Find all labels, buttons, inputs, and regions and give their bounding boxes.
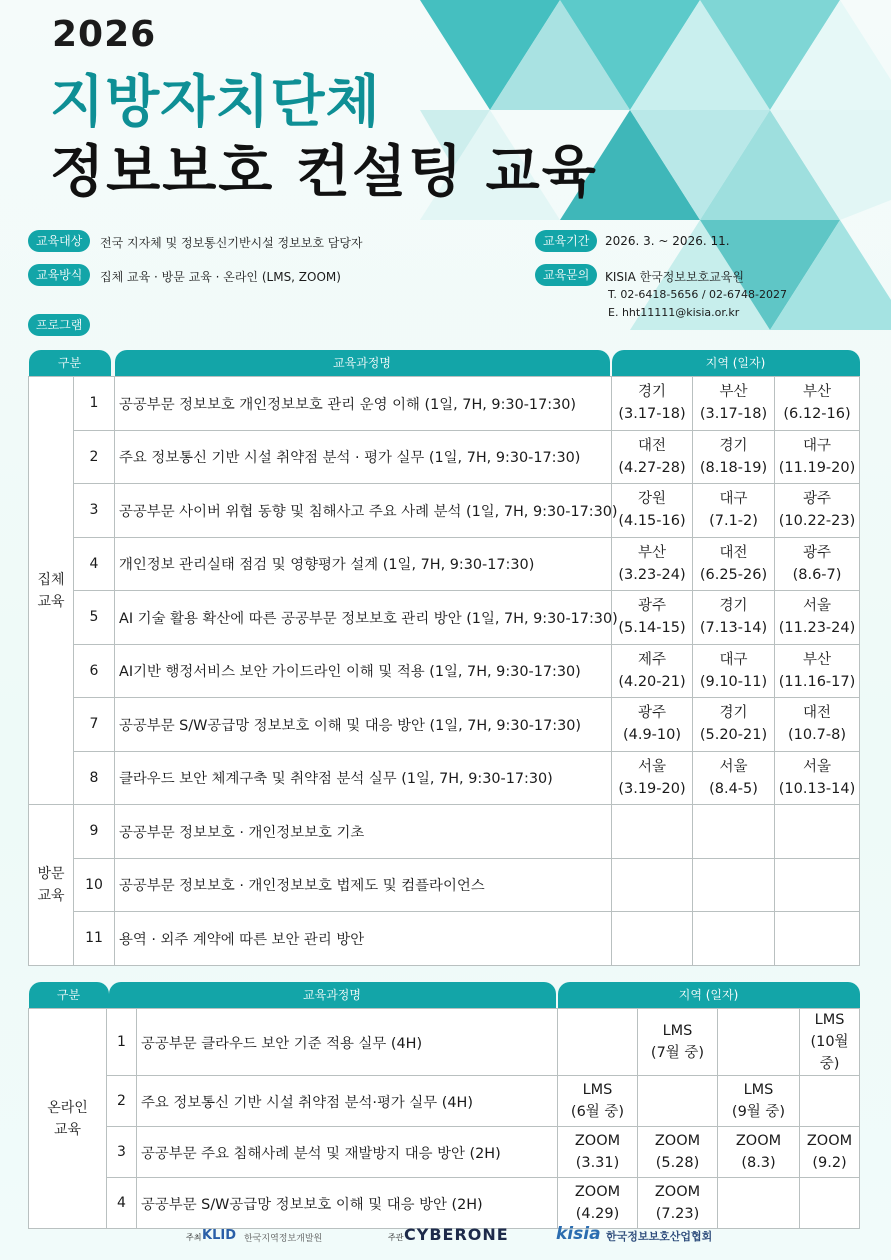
group-visit: 방문 교육 <box>29 805 74 966</box>
period-value: 2026. 3. ~ 2026. 11. <box>605 234 730 248</box>
online-session-cell: LMS (9월 중) <box>718 1076 800 1127</box>
region-date-cell: 경기 (8.18-19) <box>693 430 775 484</box>
group-classroom: 집체 교육 <box>29 377 74 805</box>
cyberone-logo: CYBERONE <box>404 1225 509 1244</box>
row-number: 5 <box>74 591 115 645</box>
region-date-cell: 광주 (10.22-23) <box>775 484 860 538</box>
header-region <box>612 350 860 377</box>
table-row <box>29 805 860 859</box>
region-date-cell: 경기 (3.17-18) <box>612 377 693 431</box>
row-number: 4 <box>107 1178 137 1229</box>
header2-course <box>137 982 558 1009</box>
row-number: 11 <box>74 912 115 966</box>
row-number: 3 <box>107 1127 137 1178</box>
row-number: 6 <box>74 644 115 698</box>
course-name: AI기반 행정서비스 보안 가이드라인 이해 및 적용 (1일, 7H, 9:30-17:30) <box>115 644 612 698</box>
group-online: 온라인 교육 <box>29 1009 107 1229</box>
region-date-cell: 부산 (11.16-17) <box>775 644 860 698</box>
table-row <box>29 858 860 912</box>
header2-category-label: 구분 <box>29 982 109 1008</box>
header2-region <box>558 982 860 1009</box>
course-name: 공공부문 S/W공급망 정보보호 이해 및 대응 방안 (1일, 7H, 9:30-17:30) <box>115 698 612 752</box>
online-session-cell <box>718 1178 800 1229</box>
region-date-cell: 경기 (5.20-21) <box>693 698 775 752</box>
row-number: 2 <box>74 430 115 484</box>
header-course <box>115 350 612 377</box>
course-name: 공공부문 정보보호 · 개인정보보호 기초 <box>115 805 612 859</box>
region-date-cell: 경기 (7.13-14) <box>693 591 775 645</box>
row-number: 10 <box>74 858 115 912</box>
header-course-label: 교육과정명 <box>115 350 610 376</box>
region-date-cell: 서울 (8.4-5) <box>693 751 775 805</box>
contact-email: E. hht11111@kisia.or.kr <box>608 306 740 319</box>
region-date-cell: 서울 (10.13-14) <box>775 751 860 805</box>
online-session-cell: ZOOM (8.3) <box>718 1127 800 1178</box>
kisia-name: 한국정보보호산업협회 <box>606 1230 713 1243</box>
course-name: 공공부문 사이버 위협 동향 및 침해사고 주요 사례 분석 (1일, 7H, 9:30-17:30) <box>115 484 612 538</box>
region-date-cell: 강원 (4.15-16) <box>612 484 693 538</box>
method-label: 교육방식 <box>28 264 90 286</box>
online-session-cell <box>800 1076 860 1127</box>
online-session-cell: ZOOM (4.29) <box>558 1178 638 1229</box>
host-name: 한국지역정보개발원 <box>244 1234 323 1244</box>
header-category <box>29 350 115 377</box>
region-date-cell: 서울 (3.19-20) <box>612 751 693 805</box>
sponsor-footer <box>0 1222 891 1252</box>
region-date-cell: 제주 (4.20-21) <box>612 644 693 698</box>
course-name: 공공부문 클라우드 보안 기준 적용 실무 (4H) <box>137 1009 558 1076</box>
region-date-cell: 서울 (11.23-24) <box>775 591 860 645</box>
program-label: 프로그램 <box>28 314 90 336</box>
row-number: 1 <box>74 377 115 431</box>
region-date-cell <box>612 805 693 859</box>
online-session-cell: LMS (6월 중) <box>558 1076 638 1127</box>
region-date-cell <box>612 858 693 912</box>
region-date-cell: 광주 (8.6-7) <box>775 537 860 591</box>
row-number: 4 <box>74 537 115 591</box>
region-date-cell: 대전 (10.7-8) <box>775 698 860 752</box>
method-value: 집체 교육 · 방문 교육 · 온라인 (LMS, ZOOM) <box>100 270 341 284</box>
header-category-label: 구분 <box>29 350 111 376</box>
page-title-line1: 지방자치단체 <box>50 70 381 135</box>
header2-region-label: 지역 (일자) <box>558 982 860 1008</box>
online-session-cell: ZOOM (5.28) <box>638 1127 718 1178</box>
row-number: 7 <box>74 698 115 752</box>
online-session-cell <box>718 1009 800 1076</box>
region-date-cell <box>693 805 775 859</box>
row-number: 2 <box>107 1076 137 1127</box>
target-label: 교육대상 <box>28 230 90 252</box>
online-session-cell: LMS (10월 중) <box>800 1009 860 1076</box>
online-session-cell <box>800 1178 860 1229</box>
course-name: 개인정보 관리실태 점검 및 영향평가 설계 (1일, 7H, 9:30-17:30) <box>115 537 612 591</box>
region-date-cell: 부산 (3.23-24) <box>612 537 693 591</box>
classroom-visit-schedule-table <box>28 350 860 966</box>
region-date-cell: 부산 (3.17-18) <box>693 377 775 431</box>
region-date-cell <box>775 805 860 859</box>
contact-tel: T. 02-6418-5656 / 02-6748-2027 <box>608 288 787 301</box>
course-name: 공공부문 주요 침해사례 분석 및 재발방지 대응 방안 (2H) <box>137 1127 558 1178</box>
host-label: 주최 <box>186 1233 202 1242</box>
year: 2026 <box>52 14 157 55</box>
region-date-cell: 대구 (9.10-11) <box>693 644 775 698</box>
online-session-cell: ZOOM (9.2) <box>800 1127 860 1178</box>
header-region-label: 지역 (일자) <box>612 350 860 376</box>
online-session-cell <box>638 1076 718 1127</box>
organizer-label: 주관 <box>388 1233 404 1242</box>
region-date-cell: 광주 (4.9-10) <box>612 698 693 752</box>
region-date-cell: 대전 (4.27-28) <box>612 430 693 484</box>
table-row <box>29 430 860 484</box>
table-row <box>29 1076 860 1127</box>
klid-logo: KLID <box>202 1228 236 1243</box>
course-name: 공공부문 S/W공급망 정보보호 이해 및 대응 방안 (2H) <box>137 1178 558 1229</box>
region-date-cell: 광주 (5.14-15) <box>612 591 693 645</box>
table-row <box>29 1009 860 1076</box>
course-name: 클라우드 보안 체계구축 및 취약점 분석 실무 (1일, 7H, 9:30-17:30) <box>115 751 612 805</box>
table-row <box>29 698 860 752</box>
period-label: 교육기간 <box>535 230 597 252</box>
course-name: 주요 정보통신 기반 시설 취약점 분석 · 평가 실무 (1일, 7H, 9:30-17:30) <box>115 430 612 484</box>
table-row <box>29 751 860 805</box>
table-row <box>29 377 860 431</box>
table-row <box>29 1127 860 1178</box>
region-date-cell <box>693 858 775 912</box>
region-date-cell <box>775 858 860 912</box>
contact-org: KISIA 한국정보보호교육원 <box>605 270 744 284</box>
row-number: 3 <box>74 484 115 538</box>
table-row <box>29 644 860 698</box>
table-row <box>29 1178 860 1229</box>
table-row <box>29 591 860 645</box>
table-row <box>29 484 860 538</box>
online-session-cell: LMS (7월 중) <box>638 1009 718 1076</box>
course-name: 공공부문 정보보호 개인정보보호 관리 운영 이해 (1일, 7H, 9:30-17:30) <box>115 377 612 431</box>
region-date-cell <box>775 912 860 966</box>
table-row <box>29 537 860 591</box>
region-date-cell: 대전 (6.25-26) <box>693 537 775 591</box>
region-date-cell <box>612 912 693 966</box>
course-name: 용역 · 외주 계약에 따른 보안 관리 방안 <box>115 912 612 966</box>
header2-course-label: 교육과정명 <box>109 982 556 1008</box>
target-value: 전국 지자체 및 정보통신기반시설 정보보호 담당자 <box>100 236 363 250</box>
row-number: 9 <box>74 805 115 859</box>
course-name: 주요 정보통신 기반 시설 취약점 분석·평가 실무 (4H) <box>137 1076 558 1127</box>
region-date-cell: 부산 (6.12-16) <box>775 377 860 431</box>
online-session-cell <box>558 1009 638 1076</box>
course-name: AI 기술 활용 확산에 따른 공공부문 정보보호 관리 방안 (1일, 7H, 9:30-17:30) <box>115 591 612 645</box>
row-number: 1 <box>107 1009 137 1076</box>
region-date-cell <box>693 912 775 966</box>
online-session-cell: ZOOM (3.31) <box>558 1127 638 1178</box>
online-schedule-table <box>28 982 860 1229</box>
region-date-cell: 대구 (7.1-2) <box>693 484 775 538</box>
region-date-cell: 대구 (11.19-20) <box>775 430 860 484</box>
course-name: 공공부문 정보보호 · 개인정보보호 법제도 및 컴플라이언스 <box>115 858 612 912</box>
kisia-logo: kisia <box>556 1224 601 1244</box>
contact-label: 교육문의 <box>535 264 597 286</box>
page-title-line2: 정보보호 컨설팅 교육 <box>50 140 598 205</box>
row-number: 8 <box>74 751 115 805</box>
online-session-cell: ZOOM (7.23) <box>638 1178 718 1229</box>
table-row <box>29 912 860 966</box>
